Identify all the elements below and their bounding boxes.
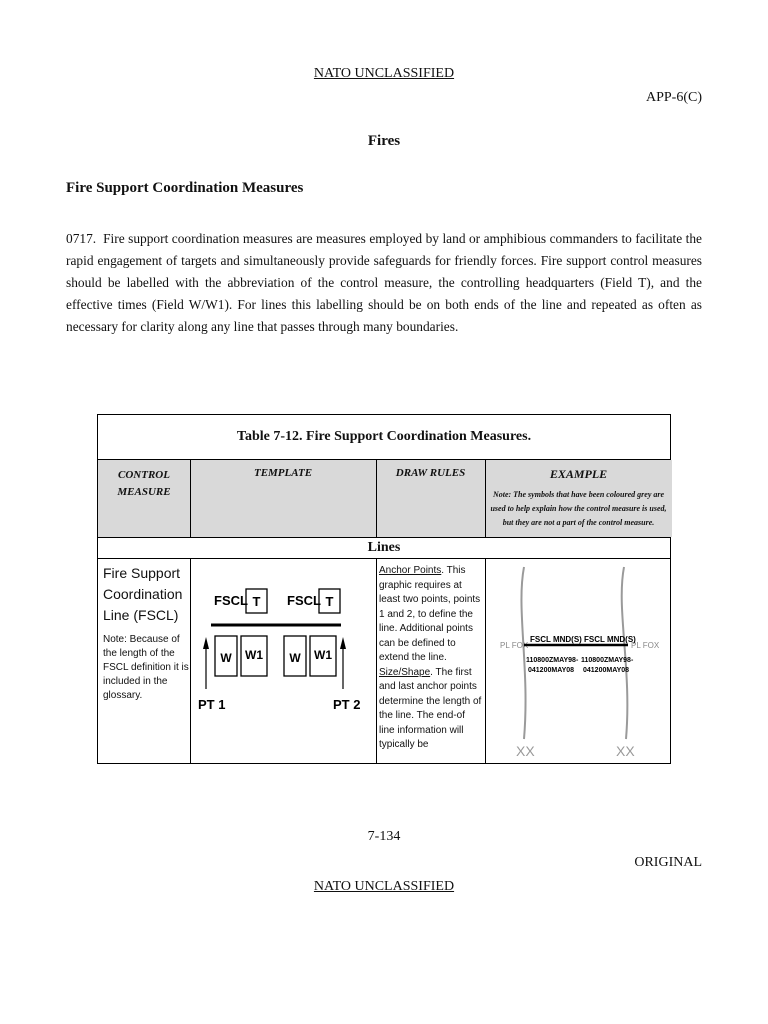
body-paragraph	[66, 228, 702, 338]
example-dtg-left-2: 041200MAY08	[528, 667, 575, 674]
template-w1-label: W1	[245, 648, 263, 662]
template-pt2-label: PT 2	[333, 697, 361, 712]
paragraph-text: Fire support coordination measures are measures employed by land or amphibious commanders to facilitate the rapid engagement of targets and simultaneously provide safeguards for friendly forces. Fire support control measures should be labelled with the abbreviation of the control measure, the controlling headquarters (Field T), and the effective times (Field W/W1). For lines this labelling should be on both ends of the line and repeated as often as necessary for clarity along any line that passes through many boundaries.	[66, 231, 703, 334]
template-t-label: T	[325, 594, 334, 609]
example-pl-fox-left: PL FOX	[500, 641, 529, 650]
col-head-example: EXAMPLE	[549, 467, 608, 481]
col-divider	[376, 558, 377, 764]
example-xx-right: XX	[616, 743, 635, 759]
col-head-template: TEMPLATE	[253, 467, 313, 479]
template-graphic	[191, 559, 376, 764]
footer-classification: NATO UNCLASSIFIED	[313, 879, 455, 894]
template-t-label: T	[252, 594, 261, 609]
template-pt1-label: PT 1	[198, 697, 226, 712]
example-boundary-right	[622, 567, 628, 739]
template-w1-label: W1	[314, 648, 332, 662]
page-status: ORIGINAL	[634, 855, 702, 870]
control-measure-note: Note: Because of the length of the FSCL definition it is included in the glossary.	[103, 634, 189, 701]
draw-rules-text	[379, 564, 483, 753]
fscm-table	[97, 414, 671, 764]
example-note: Note: The symbols that have been coloured grey are used to help explain how the control measure is used, but they are not a part of the control measure.	[490, 490, 667, 527]
example-dtg-left-1: 110800ZMAY98-	[526, 657, 579, 664]
subsection-title: Fire Support Coordination Measures	[66, 180, 304, 196]
col-head-draw-rules: DRAW RULES	[395, 467, 466, 479]
page-number: 7-134	[367, 829, 401, 844]
table-title: Table 7-12. Fire Support Coordination Measures.	[236, 429, 532, 444]
paragraph-number: 0717.	[66, 231, 97, 246]
anchor-points-label: Anchor Points	[379, 565, 442, 576]
example-graphic	[486, 559, 671, 764]
section-title: Fires	[367, 133, 401, 149]
header-doc-id: APP-6(C)	[645, 90, 702, 105]
size-shape-text: . The first and last anchor points determine the length of the line. The end-of line information will typically be	[379, 666, 482, 750]
template-w-label: W	[220, 651, 232, 665]
example-fscl-mnd-right: FSCL MND(S)	[584, 635, 636, 644]
table-rule	[98, 537, 670, 538]
example-pl-fox-right: PL FOX	[631, 641, 660, 650]
header-classification: NATO UNCLASSIFIED	[313, 66, 455, 81]
example-dtg-right-1: 110800ZMAY98-	[581, 657, 634, 664]
example-dtg-right-2: 041200MAY08	[583, 667, 630, 674]
template-w-label: W	[289, 651, 301, 665]
control-measure-name: Fire Support Coordination Line (FSCL)	[103, 565, 183, 623]
template-fscl-label: FSCL	[214, 593, 248, 608]
example-boundary-left	[521, 567, 525, 739]
example-xx-left: XX	[516, 743, 535, 759]
size-shape-label: Size/Shape	[379, 666, 431, 678]
col-head-control-measure: CONTROL MEASURE	[117, 469, 171, 498]
group-label-lines: Lines	[367, 540, 401, 555]
anchor-points-text: . This graphic requires at least two points, points 1 and 2, to define the line. Additional points can be defined to extend the line.	[379, 565, 481, 663]
template-fscl-label: FSCL	[287, 593, 321, 608]
example-fscl-mnd-left: FSCL MND(S)	[530, 635, 582, 644]
